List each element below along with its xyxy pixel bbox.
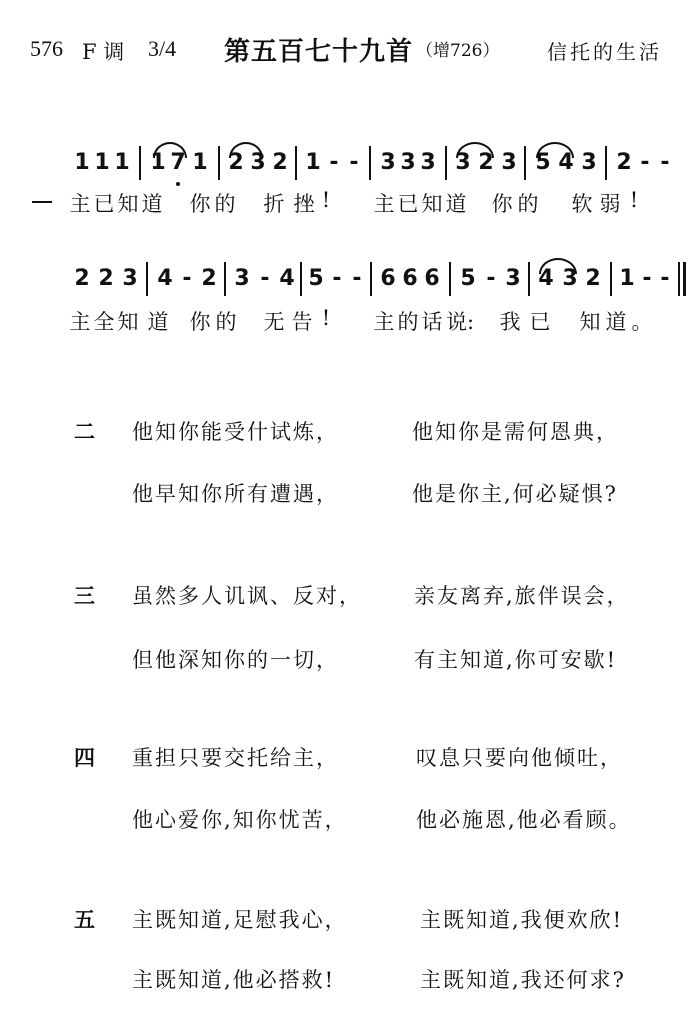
lyric: 知: [117, 310, 139, 334]
note: -: [352, 266, 362, 291]
lyric: 已: [529, 310, 551, 334]
lyric: 折: [263, 192, 285, 216]
note: 4: [279, 266, 295, 291]
note: 7: [170, 150, 186, 175]
lyric: 的: [214, 192, 236, 216]
note: 1: [74, 150, 90, 175]
verse-line: 虽然多人讥讽、反对，: [132, 584, 362, 608]
bar-line: [449, 262, 451, 296]
note: 3: [505, 266, 521, 291]
lower-octave-dot: [176, 182, 180, 186]
final-bar-line: [678, 262, 680, 296]
lyric: 道: [445, 192, 467, 216]
lyric: 道: [141, 192, 163, 216]
verse-line: 主既知道,我便欢欣!: [420, 908, 624, 932]
verse-line: 叹息只要向他倾吐，: [416, 746, 623, 770]
note: -: [332, 266, 342, 291]
note: 1: [305, 150, 321, 175]
note: 1: [114, 150, 130, 175]
verse-line: 他知你是需何恩典，: [412, 420, 619, 444]
bar-line: [369, 146, 371, 180]
note: 2: [272, 150, 288, 175]
note: 1: [94, 150, 110, 175]
note: 3: [581, 150, 597, 175]
note: 2: [201, 266, 217, 291]
lyric: 主: [373, 310, 395, 334]
note: 1: [192, 150, 208, 175]
lyric: 已: [93, 192, 115, 216]
note: -: [642, 266, 652, 291]
lyric: 弱: [599, 192, 621, 216]
note: 3: [250, 150, 266, 175]
lyric: 我: [499, 310, 521, 334]
lyric: 主: [69, 310, 91, 334]
lyric: 软: [571, 192, 593, 216]
verse-line: 主既知道,他必搭救!: [132, 968, 336, 992]
lyric: 你: [491, 192, 513, 216]
note: 3: [122, 266, 138, 291]
lyrics-line-2: [0, 306, 700, 366]
lyric: 你: [189, 310, 211, 334]
hymn-number: 576: [30, 36, 63, 61]
note: 1: [619, 266, 635, 291]
verse-number: 五: [74, 908, 95, 932]
lyric: 全: [93, 310, 115, 334]
verse-number: 三: [74, 584, 95, 608]
lyric: 的: [517, 192, 539, 216]
bar-line: [146, 262, 148, 296]
bar-line: [300, 262, 302, 296]
final-bar-line-thick: [683, 262, 686, 296]
note: -: [486, 266, 496, 291]
note: 2: [616, 150, 632, 175]
lyric: 说:: [446, 310, 475, 334]
bar-line: [605, 146, 607, 180]
lyric-continuation-dash: [32, 201, 52, 203]
lyric: 的: [215, 310, 237, 334]
verse-line: 主既知道,足慰我心，: [132, 908, 348, 932]
lyric: 已: [397, 192, 419, 216]
note: -: [660, 266, 670, 291]
note: -: [660, 150, 670, 175]
lyric: 知: [117, 192, 139, 216]
lyric: 的: [397, 310, 419, 334]
note: 3: [420, 150, 436, 175]
lyric: !: [321, 306, 331, 330]
note: 5: [308, 266, 324, 291]
note: -: [640, 150, 650, 175]
note: 5: [460, 266, 476, 291]
bar-line: [524, 146, 526, 180]
note: 4: [538, 266, 554, 291]
bar-line: [445, 146, 447, 180]
bar-line: [224, 262, 226, 296]
lyric: !: [321, 188, 331, 212]
note: -: [182, 266, 192, 291]
lyric: 挫: [293, 192, 315, 216]
note: 6: [402, 266, 418, 291]
verse-line: 他心爱你,知你忧苦，: [132, 808, 348, 832]
note: 2: [98, 266, 114, 291]
lyric: 话: [421, 310, 443, 334]
verse-line: 亲友离弃,旅伴误会，: [414, 584, 630, 608]
note: 6: [424, 266, 440, 291]
note: -: [349, 150, 359, 175]
lyric: !: [629, 188, 639, 212]
verse-line: 他早知你所有遭遇，: [132, 482, 339, 506]
bar-line: [528, 262, 530, 296]
note: -: [260, 266, 270, 291]
lyric: 。: [631, 310, 653, 334]
hymn-title: 第五百七十九首: [224, 37, 414, 67]
note: 1: [150, 150, 166, 175]
verse-line: 他知你能受什试炼，: [132, 420, 339, 444]
lyric: 你: [189, 192, 211, 216]
bar-line: [610, 262, 612, 296]
lyric: 告: [291, 310, 313, 334]
note: 3: [234, 266, 250, 291]
verse-line: 他必施恩,他必看顾。: [416, 808, 632, 832]
bar-line: [295, 146, 297, 180]
lyric: 主: [373, 192, 395, 216]
lyric: 主: [69, 192, 91, 216]
verse-number: 四: [74, 746, 95, 770]
note: 3: [455, 150, 471, 175]
note: 3: [380, 150, 396, 175]
lyrics-line-1: [0, 188, 700, 248]
note: 5: [535, 150, 551, 175]
bar-line: [139, 146, 141, 180]
hymn-time-signature: 3/4: [148, 36, 177, 61]
lyric: 知: [421, 192, 443, 216]
note: 3: [501, 150, 517, 175]
hymn-category: 信托的生活: [547, 40, 662, 64]
note: 3: [400, 150, 416, 175]
hymn-supplement-number: （增726）: [416, 41, 500, 61]
verse-line: 但他深知你的一切，: [132, 648, 339, 672]
verse-line: 他是你主,何必疑惧?: [412, 482, 618, 506]
verse-line: 重担只要交托给主，: [132, 746, 339, 770]
lyric: 知: [579, 310, 601, 334]
lyric: 道: [147, 310, 169, 334]
verse-line: 主既知道,我还何求?: [420, 968, 626, 992]
note: 2: [228, 150, 244, 175]
note: 2: [74, 266, 90, 291]
lyric: 无: [263, 310, 285, 334]
hymn-key: F 调: [82, 40, 125, 64]
note: 2: [585, 266, 601, 291]
verse-number: 二: [74, 420, 95, 444]
note: 2: [478, 150, 494, 175]
bar-line: [370, 262, 372, 296]
note: 6: [380, 266, 396, 291]
note: 4: [157, 266, 173, 291]
verse-line: 有主知道,你可安歇!: [414, 648, 618, 672]
bar-line: [218, 146, 220, 180]
lyric: 道: [605, 310, 627, 334]
note: 4: [558, 150, 574, 175]
note: -: [329, 150, 339, 175]
note: 3: [562, 266, 578, 291]
